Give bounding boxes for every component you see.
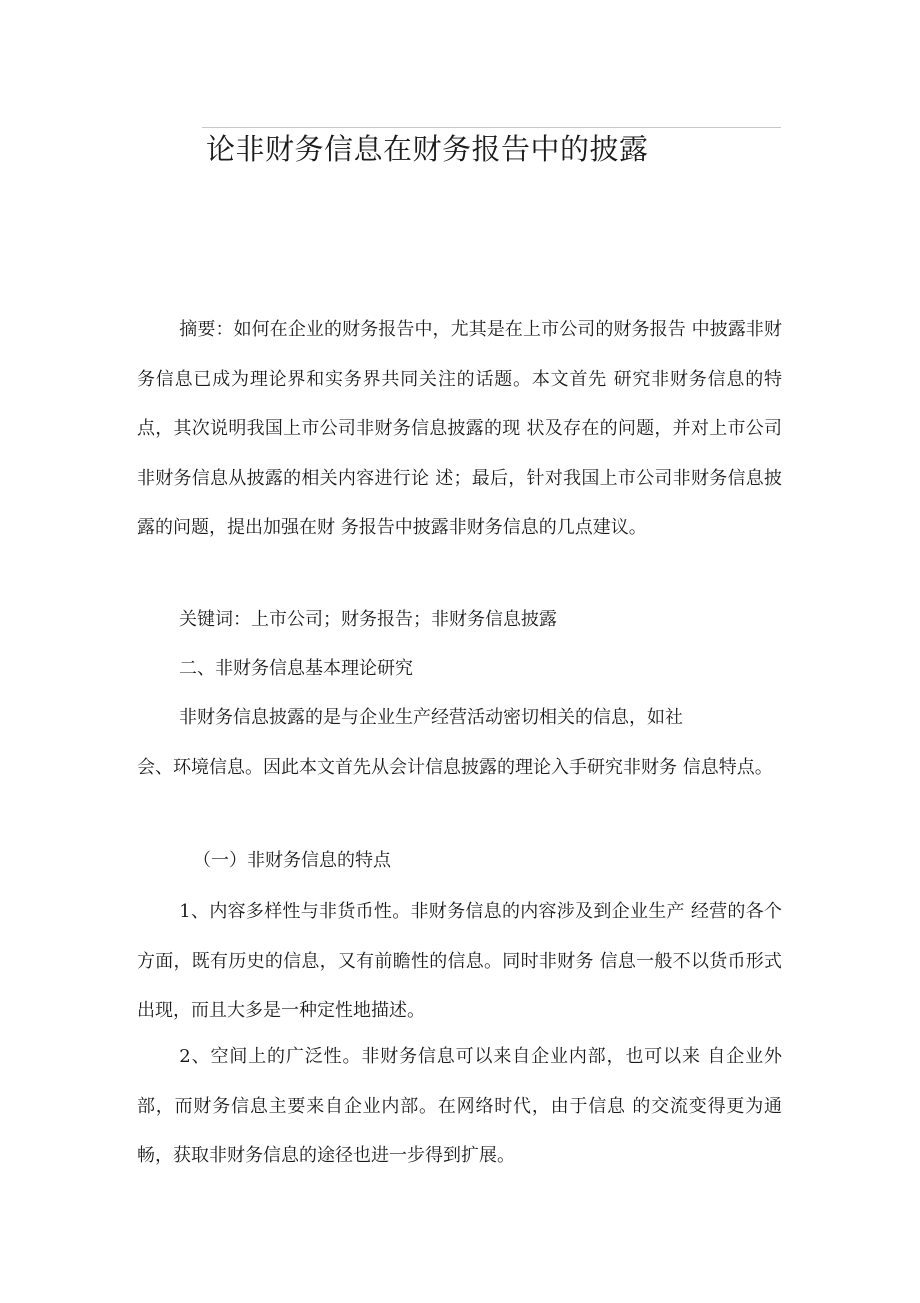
section-heading: 二、非财务信息基本理论研究: [179, 658, 413, 679]
intro-continuation: 会、环境信息。因此本文首先从会计信息披露的理论入手研究非财务 信息特点。: [137, 757, 773, 778]
document-title: 论非财务信息在财务报告中的披露: [206, 132, 649, 166]
abstract-paragraph: 摘要：如何在企业的财务报告中，尤其是在上市公司的财务报告 中披露非财务信息已成为理论界和实务界共同关注的话题。本文首先 研究非财务信息的特点，其次说明我国上市公司非财务信息披露的现 状及存在的问题，并对上市公司非财务信息从披露的相关内容进行论 述；最后，针对我国上市公司非财务信息披露的问题，提出加强在财 务报告中披露非财务信息的几点建议。: [137, 319, 782, 539]
subsection-heading: （一）非财务信息的特点: [193, 850, 391, 871]
keywords-line: 关键词：上市公司；财务报告；非财务信息披露: [179, 609, 557, 630]
intro-first-line: 非财务信息披露的是与企业生产经营活动密切相关的信息，如社: [179, 707, 683, 728]
header-rule: [202, 127, 781, 128]
point-1-paragraph: 1、内容多样性与非货币性。非财务信息的内容涉及到企业生产 经营的各个方面，既有历史的信息，又有前瞻性的信息。同时非财务 信息一般不以货币形式出现，而且大多是一种定性地描述。: [137, 901, 782, 1022]
point-2-paragraph: 2、空间上的广泛性。非财务信息可以来自企业内部，也可以来 自企业外部，而财务信息主要来自企业内部。在网络时代，由于信息 的交流变得更为通畅，获取非财务信息的途径也进一步得到扩展。: [137, 1046, 782, 1167]
